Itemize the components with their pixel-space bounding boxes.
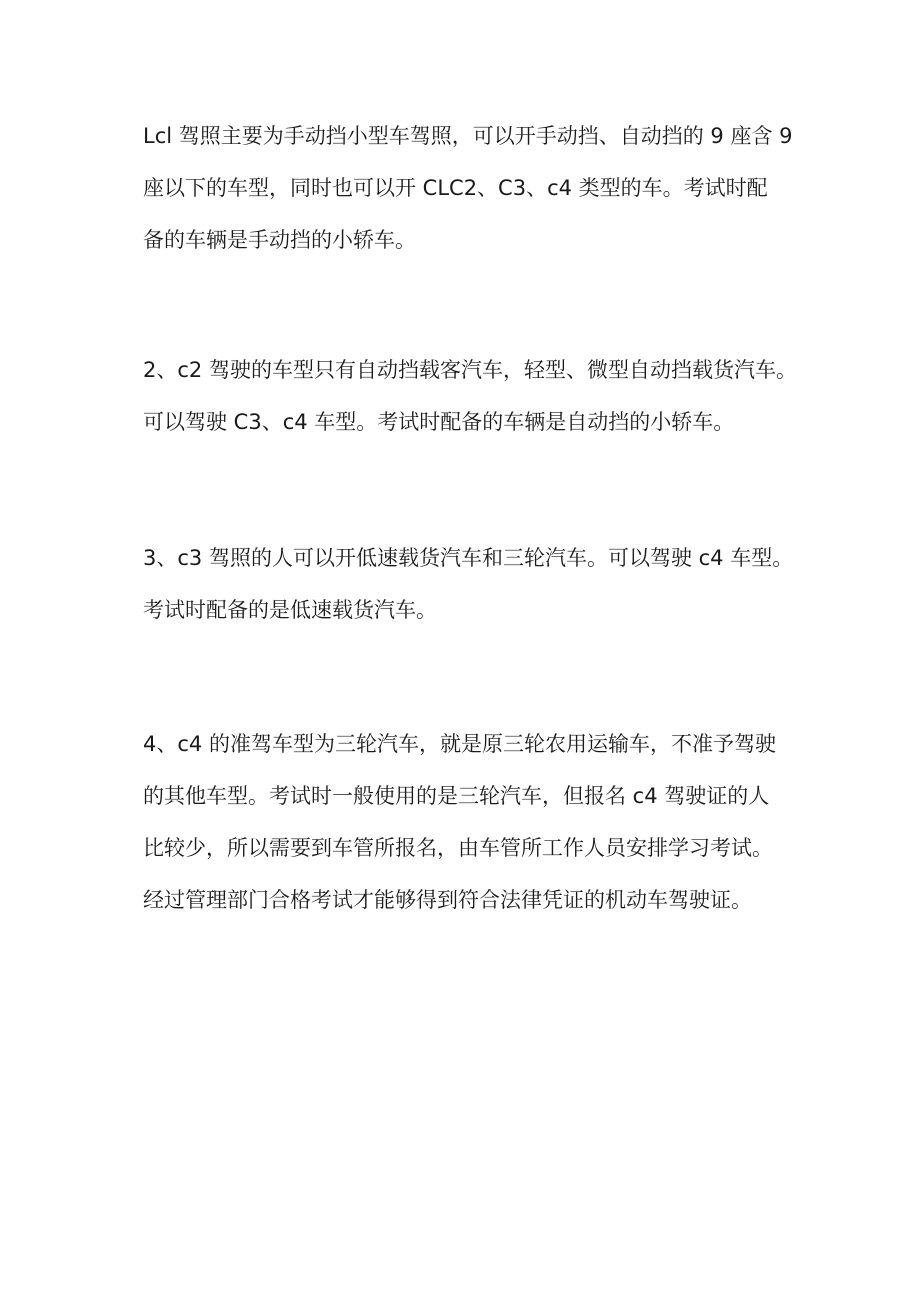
paragraph-c1-license [143, 123, 808, 253]
text-line: 可以驾驶 C3、c4 车型。考试时配备的车辆是自动挡的小轿车。 [143, 410, 735, 434]
text-line: 备的车辆是手动挡的小轿车。 [143, 228, 416, 252]
paragraph-c4-license [143, 731, 808, 913]
text-line: 考试时配备的是低速载货汽车。 [143, 598, 437, 622]
text-line: 经过管理部门合格考试才能够得到符合法律凭证的机动车驾驶证。 [143, 888, 752, 912]
text-line: 座以下的车型，同时也可以开 CLC2、C3、c4 类型的车。考试时配 [143, 176, 768, 200]
text-line: 3、c3 驾照的人可以开低速载货汽车和三轮汽车。可以驾驶 c4 车型。 [143, 546, 794, 570]
paragraph-c2-license [143, 357, 808, 435]
text-line: 2、c2 驾驶的车型只有自动挡载客汽车，轻型、微型自动挡载货汽车。 [143, 358, 797, 382]
text-line: 的其他车型。考试时一般使用的是三轮汽车，但报名 c4 驾驶证的人 [143, 784, 770, 808]
text-line: Lcl 驾照主要为手动挡小型车驾照，可以开手动挡、自动挡的 9 座含 9 [143, 124, 793, 148]
text-line: 4、c4 的准驾车型为三轮汽车，就是原三轮农用运输车，不准予驾驶 [143, 732, 776, 756]
text-line: 比较少，所以需要到车管所报名，由车管所工作人员安排学习考试。 [143, 836, 773, 860]
paragraph-c3-license [143, 545, 808, 623]
